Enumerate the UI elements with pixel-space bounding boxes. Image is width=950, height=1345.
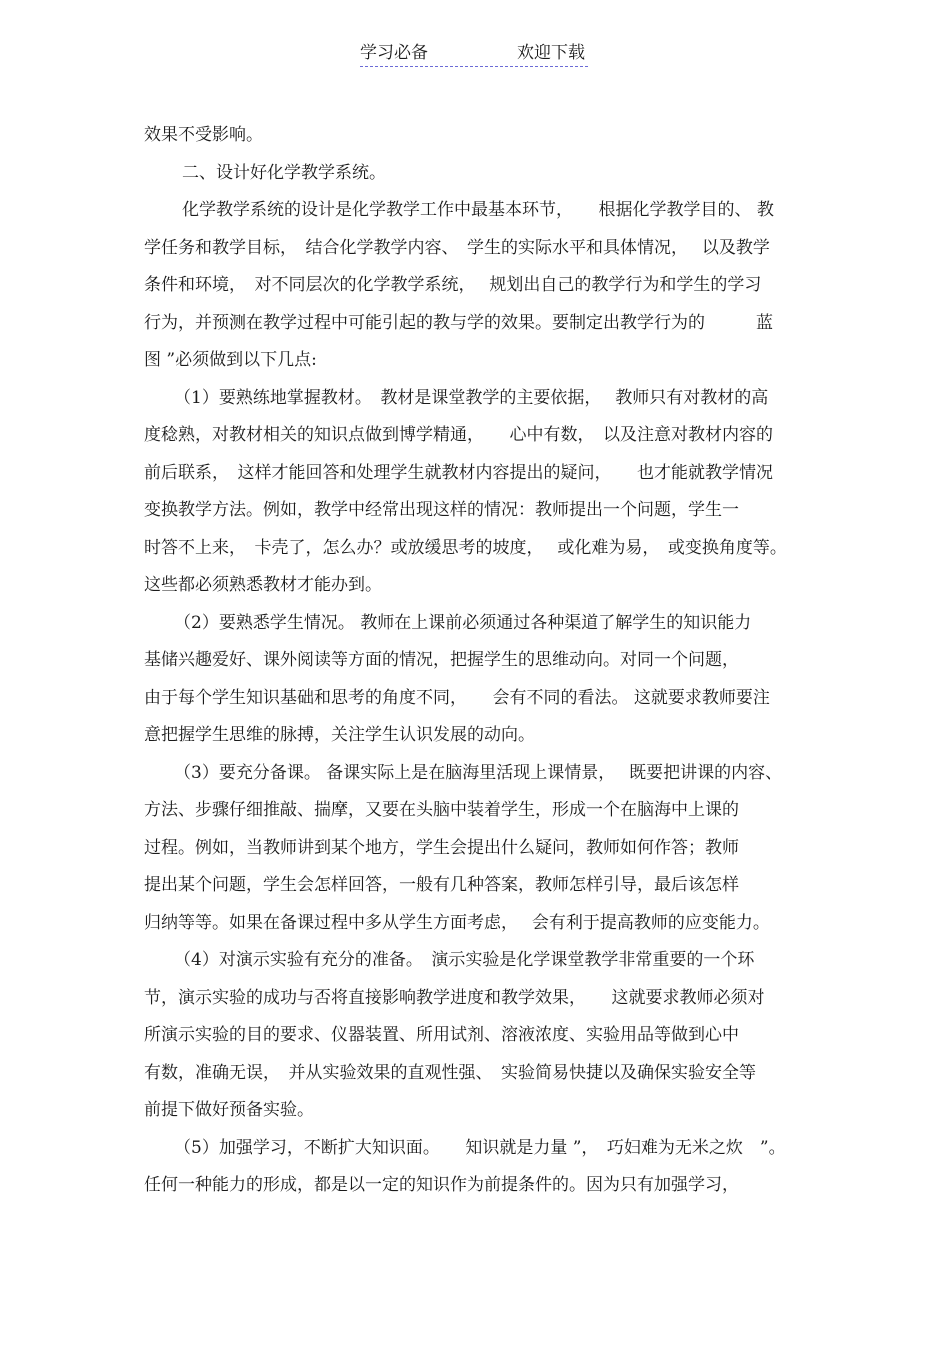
body-line: 提出某个问题，学生会怎样回答，一般有几种答案，教师怎样引导，最后该怎样	[144, 875, 739, 895]
header-left-text: 学习必备	[360, 43, 428, 63]
body-line: 有数，准确无误， 并从实验效果的直观性强、 实验简易快捷以及确保实验安全等	[144, 1062, 756, 1083]
body-line: 效果不受影响。	[144, 125, 263, 145]
body-line: 所演示实验的目的要求、仪器装置、所用试剂、溶液浓度、实验用品等做到心中	[144, 1025, 739, 1045]
body-line: 行为，并预测在教学过程中可能引起的教与学的效果。要制定出教学行为的 蓝	[144, 312, 773, 333]
body-line: 归纳等等。如果在备课过程中多从学生方面考虑， 会有利于提高教师的应变能力。	[144, 912, 770, 933]
body-line: 前后联系， 这样才能回答和处理学生就教材内容提出的疑问， 也才能就教学情况	[144, 462, 773, 483]
list-item-1: （1）要熟练地掌握教材。 教材是课堂教学的主要依据， 教师只有对教材的高	[174, 387, 769, 408]
body-line: 时答不上来， 卡壳了，怎么办？或放缓思考的坡度， 或化难为易， 或变换角度等。	[144, 537, 787, 558]
body-line: 由于每个学生知识基础和思考的角度不同， 会有不同的看法。 这就要求教师要注	[144, 687, 770, 708]
list-item-5: （5）加强学习，不断扩大知识面。 知识就是力量 ”， 巧妇难为无米之炊 ”。	[174, 1137, 786, 1158]
body-line: 基储兴趣爱好、课外阅读等方面的情况，把握学生的思维动向。对同一个问题，	[144, 650, 739, 670]
body-line: 化学教学系统的设计是化学教学工作中最基本环节， 根据化学教学目的、 教	[182, 200, 774, 220]
body-line: 前提下做好预备实验。	[144, 1100, 314, 1120]
document-body	[144, 117, 824, 1205]
body-line: 这些都必须熟悉教材才能办到。	[144, 575, 382, 595]
body-line: 条件和环境， 对不同层次的化学教学系统， 规划出自己的教学行为和学生的学习	[144, 275, 762, 295]
body-line: 意把握学生思维的脉搏，关注学生认识发展的动向。	[144, 725, 535, 745]
list-item-3: （3）要充分备课。 备课实际上是在脑海里活现上课情景， 既要把讲课的内容、	[174, 762, 783, 783]
body-line: 度稔熟，对教材相关的知识点做到博学精通， 心中有数， 以及注意对教材内容的	[144, 425, 773, 445]
header-right-text: 欢迎下载	[517, 43, 585, 63]
section-heading: 二、设计好化学教学系统。	[182, 162, 386, 183]
body-line: 变换教学方法。例如，教学中经常出现这样的情况：教师提出一个问题，学生一	[144, 500, 739, 520]
page-header	[360, 40, 588, 67]
body-line: 图 ”必须做到以下几点:	[144, 350, 317, 370]
list-item-4: （4）对演示实验有充分的准备。 演示实验是化学课堂教学非常重要的一个环	[174, 950, 755, 970]
body-line: 学任务和教学目标， 结合化学教学内容、 学生的实际水平和具体情况， 以及教学	[144, 237, 770, 258]
list-item-2: （2）要熟悉学生情况。 教师在上课前必须通过各种渠道了解学生的知识能力	[174, 612, 752, 633]
body-line: 过程。例如，当教师讲到某个地方，学生会提出什么疑问，教师如何作答；教师	[144, 837, 739, 858]
body-line: 节，演示实验的成功与否将直接影响教学进度和教学效果， 这就要求教师必须对	[144, 987, 765, 1008]
body-line: 任何一种能力的形成，都是以一定的知识作为前提条件的。因为只有加强学习，	[144, 1175, 739, 1195]
body-line: 方法、步骤仔细推敲、揣摩，又要在头脑中装着学生，形成一个在脑海中上课的	[144, 800, 739, 820]
